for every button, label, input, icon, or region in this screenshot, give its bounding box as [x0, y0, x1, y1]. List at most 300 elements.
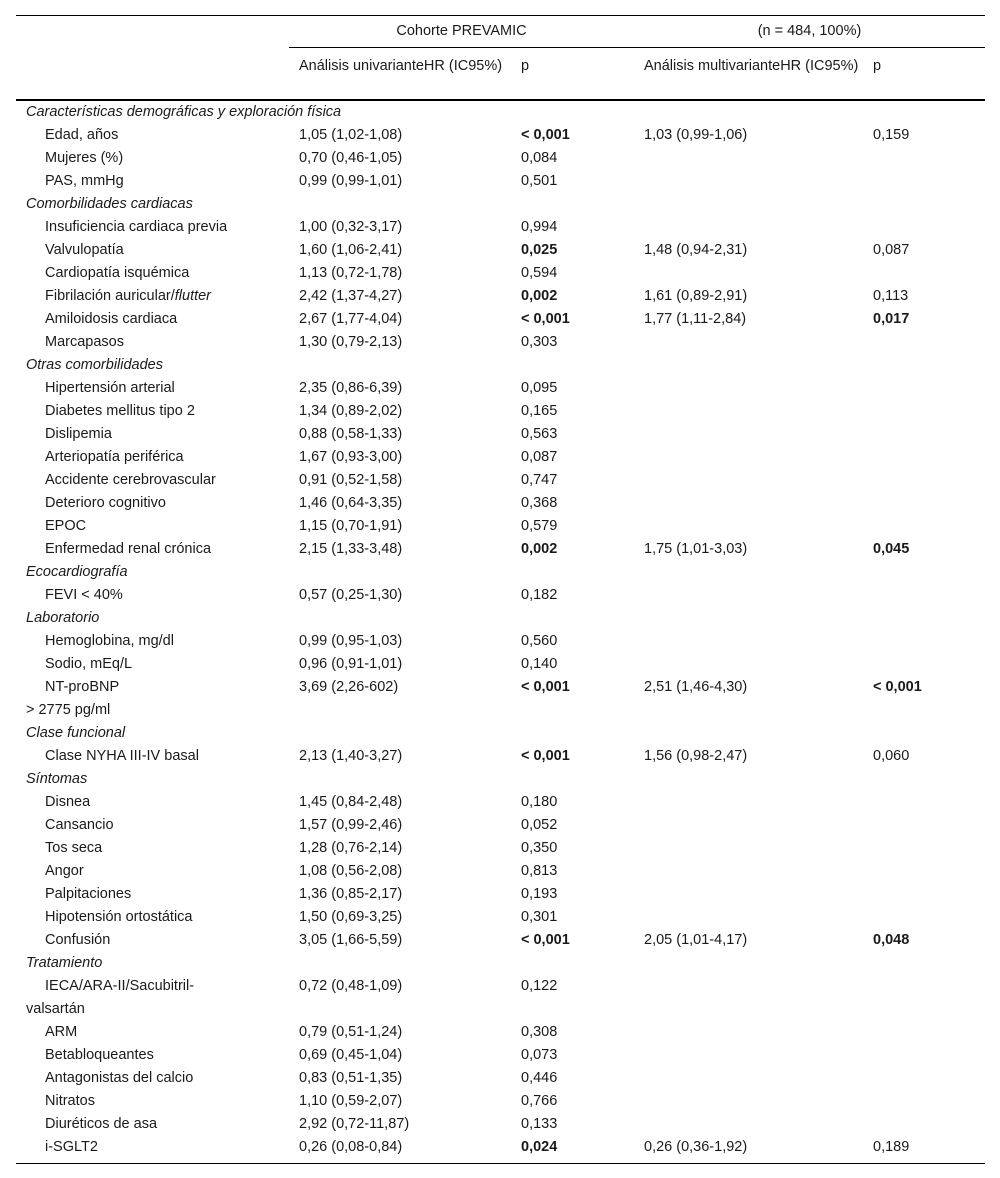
table-row: [16, 653, 985, 676]
multivariate-hr-cell: [634, 423, 873, 446]
variable-label-text: ARM: [45, 1023, 78, 1040]
variable-label: [16, 1113, 289, 1136]
multivariate-hr-cell: [634, 676, 873, 722]
section-header: [16, 768, 985, 791]
multivariate-hr-cell: [634, 308, 873, 331]
univariate-hr-cell: [289, 469, 521, 492]
univariate-p-cell: [521, 1044, 634, 1067]
variable-label-text: Dislipemia: [45, 425, 112, 442]
variable-label: [16, 975, 289, 1021]
variable-label: [16, 331, 289, 354]
univariate-hr-cell: [289, 239, 521, 262]
variable-label-text: Confusión: [45, 931, 111, 948]
table-row: [16, 975, 985, 1021]
univariate-hr-cell-value: 0,99 (0,99-1,01): [299, 172, 403, 189]
table-row: [16, 469, 985, 492]
univariate-p-cell-value: 0,563: [521, 425, 558, 442]
univariate-hr-cell-value: 1,57 (0,99-2,46): [299, 816, 403, 833]
multivariate-p-cell: [873, 837, 985, 860]
univariate-p-cell: [521, 515, 634, 538]
header-univariate-hr: Análisis univarianteHR (IC95%): [289, 48, 521, 100]
header-multivariate-p: p: [873, 48, 985, 100]
univariate-hr-cell-value: 2,42 (1,37-4,27): [299, 287, 403, 304]
section-title: Clase funcional: [26, 724, 126, 741]
univariate-hr-cell-value: 0,88 (0,58-1,33): [299, 425, 403, 442]
multivariate-hr-cell-value: 1,77 (1,11-2,84): [644, 310, 747, 327]
univariate-hr-cell-value: 1,67 (0,93-3,00): [299, 448, 403, 465]
univariate-hr-cell-value: 2,67 (1,77-4,04): [299, 310, 403, 327]
multivariate-hr-cell: [634, 285, 873, 308]
multivariate-p-cell: [873, 1021, 985, 1044]
variable-label-continuation: > 2775 pg/ml: [26, 701, 111, 718]
univariate-p-cell: [521, 653, 634, 676]
variable-label-text: NT-proBNP: [45, 678, 120, 695]
section-title: Comorbilidades cardiacas: [26, 195, 193, 212]
univariate-p-cell-value: 0,052: [521, 816, 558, 833]
multivariate-hr-cell-value: 1,48 (0,94-2,31): [644, 241, 748, 258]
cohort-n-label: (n = 484, 100%): [634, 16, 985, 48]
variable-label-text: Disnea: [45, 793, 91, 810]
univariate-hr-cell: [289, 1136, 521, 1164]
multivariate-p-cell: [873, 124, 985, 147]
univariate-p-cell-value: 0,446: [521, 1069, 558, 1086]
variable-label-text: Sodio, mEq/L: [45, 655, 133, 672]
univariate-p-cell-value: 0,193: [521, 885, 558, 902]
univariate-p-cell: [521, 791, 634, 814]
multivariate-p-cell: [873, 492, 985, 515]
univariate-hr-cell: [289, 584, 521, 607]
univariate-p-cell: [521, 929, 634, 952]
univariate-hr-cell-value: 1,08 (0,56-2,08): [299, 862, 403, 879]
variable-label: [16, 1067, 289, 1090]
univariate-p-cell: [521, 147, 634, 170]
multivariate-hr-cell: [634, 584, 873, 607]
univariate-hr-cell: [289, 170, 521, 193]
table-row: [16, 1067, 985, 1090]
variable-label: [16, 400, 289, 423]
univariate-p-cell: [521, 377, 634, 400]
multivariate-hr-cell: [634, 975, 873, 1021]
cohort-label: Cohorte PREVAMIC: [289, 16, 634, 48]
univariate-p-cell-value: 0,579: [521, 517, 558, 534]
variable-label-text: Cansancio: [45, 816, 114, 833]
univariate-p-cell-value: 0,301: [521, 908, 558, 925]
multivariate-hr-cell: [634, 1136, 873, 1164]
univariate-hr-cell-value: 1,46 (0,64-3,35): [299, 494, 403, 511]
variable-label: [16, 1021, 289, 1044]
univariate-hr-cell-value: 2,15 (1,33-3,48): [299, 540, 403, 557]
section-title: Características demográficas y exploración física: [26, 103, 342, 120]
univariate-p-cell-value: 0,182: [521, 586, 558, 603]
variable-label: [16, 515, 289, 538]
multivariate-p-cell: [873, 791, 985, 814]
variable-label-text: Clase NYHA III-IV basal: [45, 747, 199, 764]
univariate-p-cell-value: 0,766: [521, 1092, 558, 1109]
univariate-hr-cell-value: 2,35 (0,86-6,39): [299, 379, 403, 396]
univariate-hr-cell-value: 1,60 (1,06-2,41): [299, 241, 403, 258]
variable-label-text: Fibrilación auricular/: [45, 287, 175, 304]
table-row: [16, 262, 985, 285]
variable-label: [16, 170, 289, 193]
variable-label: [16, 216, 289, 239]
table-row: [16, 883, 985, 906]
section-title: Otras comorbilidades: [26, 356, 163, 373]
variable-label: [16, 906, 289, 929]
multivariate-hr-cell: [634, 377, 873, 400]
section-header: [16, 722, 985, 745]
univariate-p-cell: [521, 584, 634, 607]
univariate-hr-cell: [289, 1090, 521, 1113]
variable-label-text: FEVI < 40%: [45, 586, 123, 603]
section-header: [16, 354, 985, 377]
multivariate-hr-cell: [634, 331, 873, 354]
multivariate-hr-cell: [634, 1021, 873, 1044]
univariate-hr-cell: [289, 262, 521, 285]
univariate-hr-cell: [289, 308, 521, 331]
univariate-hr-cell-value: 1,10 (0,59-2,07): [299, 1092, 403, 1109]
section-title: Síntomas: [26, 770, 88, 787]
univariate-p-cell-value: 0,180: [521, 793, 558, 810]
variable-label: [16, 492, 289, 515]
multivariate-p-cell-value: 0,048: [873, 931, 910, 948]
variable-label: [16, 423, 289, 446]
univariate-p-cell-value: < 0,001: [521, 310, 570, 327]
variable-label-text: Insuficiencia cardiaca previa: [45, 218, 228, 235]
univariate-p-cell-value: < 0,001: [521, 126, 570, 143]
variable-label-text: Deterioro cognitivo: [45, 494, 166, 511]
multivariate-hr-cell: [634, 446, 873, 469]
variable-label: [16, 1090, 289, 1113]
multivariate-hr-cell: [634, 492, 873, 515]
univariate-p-cell: [521, 1136, 634, 1164]
univariate-p-cell: [521, 1113, 634, 1136]
multivariate-p-cell: [873, 814, 985, 837]
univariate-hr-cell: [289, 814, 521, 837]
univariate-p-cell-value: 0,002: [521, 540, 558, 557]
variable-label-text: Valvulopatía: [45, 241, 124, 258]
multivariate-hr-cell-value: 2,05 (1,01-4,17): [644, 931, 748, 948]
table-row: [16, 837, 985, 860]
univariate-hr-cell-value: 1,30 (0,79-2,13): [299, 333, 403, 350]
header-row-columns: [16, 48, 985, 100]
univariate-hr-cell-value: 2,92 (0,72-11,87): [299, 1115, 410, 1132]
univariate-p-cell: [521, 423, 634, 446]
multivariate-p-cell: [873, 308, 985, 331]
univariate-hr-cell-value: 1,45 (0,84-2,48): [299, 793, 403, 810]
multivariate-p-cell-value: 0,159: [873, 126, 910, 143]
multivariate-p-cell: [873, 975, 985, 1021]
univariate-hr-cell-value: 3,05 (1,66-5,59): [299, 931, 403, 948]
univariate-p-cell-value: 0,140: [521, 655, 558, 672]
table-row: [16, 1090, 985, 1113]
variable-label-text: Mujeres (%): [45, 149, 124, 166]
header-multivariate-hr: Análisis multivarianteHR (IC95%): [634, 48, 873, 100]
variable-label: [16, 860, 289, 883]
univariate-p-cell: [521, 331, 634, 354]
univariate-p-cell: [521, 745, 634, 768]
univariate-p-cell-value: 0,024: [521, 1138, 558, 1155]
univariate-hr-cell-value: 0,99 (0,95-1,03): [299, 632, 403, 649]
univariate-p-cell-value: 0,095: [521, 379, 558, 396]
variable-label-text: EPOC: [45, 517, 87, 534]
table-body: [16, 100, 985, 1164]
table-row: [16, 124, 985, 147]
multivariate-p-cell-value: 0,087: [873, 241, 910, 258]
multivariate-hr-cell: [634, 1044, 873, 1067]
multivariate-p-cell-value: 0,060: [873, 747, 910, 764]
multivariate-hr-cell: [634, 124, 873, 147]
multivariate-p-cell: [873, 745, 985, 768]
variable-label-text: Tos seca: [45, 839, 103, 856]
multivariate-hr-cell: [634, 906, 873, 929]
variable-label-text: Diuréticos de asa: [45, 1115, 158, 1132]
variable-label: [16, 446, 289, 469]
table-row: [16, 860, 985, 883]
multivariate-p-cell: [873, 929, 985, 952]
multivariate-p-cell-value: 0,045: [873, 540, 910, 557]
univariate-hr-cell-value: 0,72 (0,48-1,09): [299, 977, 403, 994]
univariate-p-cell: [521, 285, 634, 308]
univariate-p-cell-value: 0,087: [521, 448, 558, 465]
univariate-hr-cell: [289, 515, 521, 538]
univariate-p-cell: [521, 538, 634, 561]
header-variable-blank: [16, 48, 289, 100]
table-row: [16, 216, 985, 239]
univariate-hr-cell: [289, 147, 521, 170]
multivariate-p-cell: [873, 423, 985, 446]
univariate-hr-cell: [289, 216, 521, 239]
variable-label: [16, 837, 289, 860]
variable-label: [16, 883, 289, 906]
multivariate-p-cell: [873, 331, 985, 354]
multivariate-p-cell: [873, 906, 985, 929]
univariate-p-cell-value: 0,002: [521, 287, 558, 304]
univariate-p-cell-value: 0,501: [521, 172, 558, 189]
univariate-p-cell-value: 0,303: [521, 333, 558, 350]
univariate-hr-cell: [289, 860, 521, 883]
section-header: [16, 952, 985, 975]
multivariate-hr-cell-value: 0,26 (0,36-1,92): [644, 1138, 748, 1155]
univariate-p-cell-value: 0,594: [521, 264, 558, 281]
table-row: [16, 492, 985, 515]
univariate-hr-cell: [289, 929, 521, 952]
multivariate-p-cell: [873, 1067, 985, 1090]
header-row-cohort: [16, 16, 985, 48]
multivariate-hr-cell-value: 1,61 (0,89-2,91): [644, 287, 748, 304]
variable-label-text: Arteriopatía periférica: [45, 448, 184, 465]
table-row: [16, 147, 985, 170]
results-table-container: [16, 15, 985, 1164]
multivariate-hr-cell: [634, 745, 873, 768]
univariate-p-cell: [521, 400, 634, 423]
univariate-hr-cell-value: 1,15 (0,70-1,91): [299, 517, 403, 534]
multivariate-p-cell: [873, 216, 985, 239]
table-row: [16, 170, 985, 193]
variable-label: [16, 469, 289, 492]
multivariate-p-cell: [873, 262, 985, 285]
variable-label: [16, 653, 289, 676]
multivariate-p-cell: [873, 584, 985, 607]
table-row: [16, 906, 985, 929]
univariate-p-cell: [521, 1067, 634, 1090]
multivariate-p-cell: [873, 1090, 985, 1113]
variable-label-text: IECA/ARA-II/Sacubitril-: [45, 977, 195, 994]
univariate-hr-cell-value: 0,96 (0,91-1,01): [299, 655, 403, 672]
section-header: [16, 100, 985, 124]
univariate-hr-cell: [289, 538, 521, 561]
multivariate-hr-cell: [634, 170, 873, 193]
multivariate-hr-cell: [634, 791, 873, 814]
multivariate-hr-cell: [634, 216, 873, 239]
univariate-p-cell: [521, 308, 634, 331]
univariate-hr-cell: [289, 377, 521, 400]
variable-label-text: Amiloidosis cardiaca: [45, 310, 178, 327]
multivariate-p-cell: [873, 285, 985, 308]
univariate-hr-cell-value: 1,00 (0,32-3,17): [299, 218, 403, 235]
multivariate-hr-cell: [634, 883, 873, 906]
univariate-hr-cell-value: 0,26 (0,08-0,84): [299, 1138, 403, 1155]
variable-label: [16, 262, 289, 285]
multivariate-hr-cell: [634, 860, 873, 883]
header-blank: [16, 16, 289, 48]
univariate-p-cell: [521, 262, 634, 285]
univariate-hr-cell: [289, 423, 521, 446]
multivariate-p-cell: [873, 469, 985, 492]
section-title: Tratamiento: [26, 954, 103, 971]
univariate-p-cell: [521, 216, 634, 239]
multivariate-hr-cell: [634, 538, 873, 561]
variable-label: [16, 791, 289, 814]
univariate-p-cell-value: 0,368: [521, 494, 558, 511]
hazard-ratio-table: [16, 15, 985, 1164]
table-row: [16, 331, 985, 354]
univariate-hr-cell-value: 0,91 (0,52-1,58): [299, 471, 403, 488]
table-row: [16, 791, 985, 814]
univariate-hr-cell-value: 1,05 (1,02-1,08): [299, 126, 403, 143]
univariate-hr-cell-value: 2,13 (1,40-3,27): [299, 747, 403, 764]
univariate-hr-cell: [289, 975, 521, 1021]
univariate-p-cell-value: 0,308: [521, 1023, 558, 1040]
table-row: [16, 929, 985, 952]
variable-label-text: Enfermedad renal crónica: [45, 540, 212, 557]
multivariate-p-cell: [873, 515, 985, 538]
table-row: [16, 515, 985, 538]
table-row: [16, 1136, 985, 1164]
section-title: Ecocardiografía: [26, 563, 128, 580]
table-row: [16, 1044, 985, 1067]
multivariate-p-cell: [873, 1136, 985, 1164]
table-row: [16, 423, 985, 446]
univariate-p-cell-value: < 0,001: [521, 931, 570, 948]
multivariate-p-cell: [873, 377, 985, 400]
variable-label-italic: flutter: [174, 287, 212, 304]
univariate-p-cell: [521, 492, 634, 515]
univariate-p-cell-value: 0,165: [521, 402, 558, 419]
variable-label: [16, 239, 289, 262]
multivariate-hr-cell: [634, 469, 873, 492]
variable-label-text: Hipotensión ortostática: [45, 908, 193, 925]
multivariate-hr-cell-value: 2,51 (1,46-4,30): [644, 678, 748, 695]
variable-label-text: Marcapasos: [45, 333, 124, 350]
univariate-p-cell-value: 0,560: [521, 632, 558, 649]
section-header: [16, 607, 985, 630]
multivariate-p-cell: [873, 860, 985, 883]
multivariate-p-cell: [873, 400, 985, 423]
multivariate-hr-cell: [634, 814, 873, 837]
variable-label-text: Hemoglobina, mg/dl: [45, 632, 174, 649]
variable-label-text: PAS, mmHg: [45, 172, 124, 189]
variable-label-text: Angor: [45, 862, 84, 879]
variable-label: [16, 538, 289, 561]
variable-label-text: Accidente cerebrovascular: [45, 471, 216, 488]
multivariate-p-cell: [873, 1113, 985, 1136]
variable-label-text: Nitratos: [45, 1092, 95, 1109]
univariate-p-cell: [521, 630, 634, 653]
univariate-hr-cell-value: 1,34 (0,89-2,02): [299, 402, 403, 419]
univariate-p-cell: [521, 883, 634, 906]
multivariate-p-cell: [873, 630, 985, 653]
univariate-p-cell: [521, 906, 634, 929]
univariate-hr-cell: [289, 883, 521, 906]
univariate-p-cell: [521, 124, 634, 147]
univariate-hr-cell-value: 1,50 (0,69-3,25): [299, 908, 403, 925]
univariate-hr-cell: [289, 331, 521, 354]
variable-label-text: Diabetes mellitus tipo 2: [45, 402, 195, 419]
univariate-hr-cell: [289, 745, 521, 768]
univariate-p-cell-value: 0,350: [521, 839, 558, 856]
multivariate-hr-cell: [634, 1090, 873, 1113]
univariate-hr-cell: [289, 446, 521, 469]
univariate-p-cell-value: 0,122: [521, 977, 558, 994]
multivariate-hr-cell: [634, 262, 873, 285]
variable-label: [16, 285, 289, 308]
variable-label-text: Betabloqueantes: [45, 1046, 154, 1063]
univariate-p-cell: [521, 676, 634, 722]
multivariate-p-cell: [873, 676, 985, 722]
variable-label: [16, 929, 289, 952]
multivariate-p-cell-value: < 0,001: [873, 678, 922, 695]
table-row: [16, 400, 985, 423]
multivariate-p-cell: [873, 883, 985, 906]
multivariate-p-cell: [873, 538, 985, 561]
univariate-p-cell: [521, 239, 634, 262]
univariate-hr-cell: [289, 676, 521, 722]
section-header: [16, 193, 985, 216]
univariate-p-cell: [521, 1021, 634, 1044]
univariate-hr-cell: [289, 1021, 521, 1044]
variable-label-text: Hipertensión arterial: [45, 379, 175, 396]
univariate-p-cell: [521, 469, 634, 492]
univariate-hr-cell-value: 0,70 (0,46-1,05): [299, 149, 403, 166]
variable-label: [16, 1136, 289, 1164]
multivariate-hr-cell-value: 1,75 (1,01-3,03): [644, 540, 748, 557]
table-row: [16, 377, 985, 400]
variable-label: [16, 124, 289, 147]
section-header: [16, 561, 985, 584]
table-row: [16, 745, 985, 768]
multivariate-hr-cell: [634, 837, 873, 860]
univariate-hr-cell-value: 1,36 (0,85-2,17): [299, 885, 403, 902]
univariate-p-cell: [521, 170, 634, 193]
variable-label-continuation: valsartán: [26, 1000, 85, 1017]
univariate-hr-cell: [289, 124, 521, 147]
univariate-p-cell: [521, 860, 634, 883]
multivariate-p-cell: [873, 170, 985, 193]
table-row: [16, 630, 985, 653]
variable-label: [16, 745, 289, 768]
table-row: [16, 308, 985, 331]
univariate-hr-cell: [289, 492, 521, 515]
